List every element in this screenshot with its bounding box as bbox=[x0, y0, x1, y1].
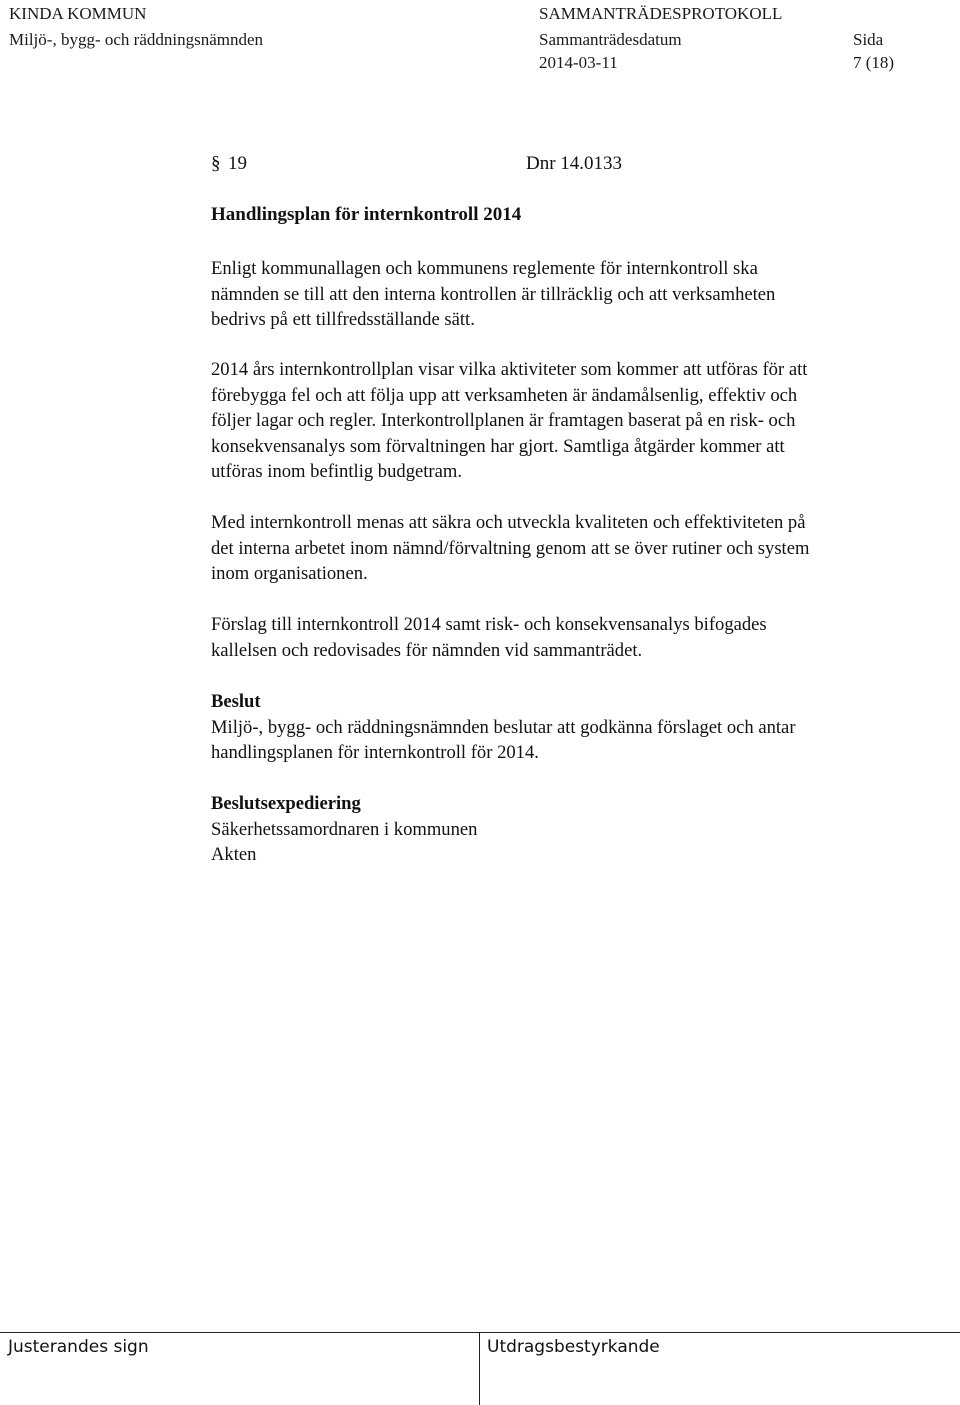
section-sign: § bbox=[211, 153, 221, 174]
paragraph-line: Med internkontroll menas att säkra och utveckla kvaliteten och effektiviteten på bbox=[211, 512, 806, 533]
paragraph-3 bbox=[211, 510, 911, 587]
paragraph-1 bbox=[211, 256, 911, 333]
page-number: 7 (18) bbox=[853, 53, 895, 72]
dispatch-recipient: Akten bbox=[211, 844, 257, 866]
paragraph-line: det interna arbetet inom nämnd/förvaltning genom att se över rutiner och system bbox=[211, 537, 810, 559]
paragraph-line: följer lagar och regler. Interkontrollplanen är framtagen baserat på en risk- och bbox=[211, 410, 796, 432]
decision-section bbox=[211, 689, 911, 766]
paragraph-line: inom organisationen. bbox=[211, 563, 368, 585]
paragraph-line: nämnden se till att den interna kontrollen är tillräcklig och att verksamheten bbox=[211, 283, 776, 305]
dispatch-recipient: Säkerhetssamordnaren i kommunen bbox=[211, 818, 478, 840]
signature-footer bbox=[0, 1332, 960, 1404]
diary-number: Dnr 14.0133 bbox=[526, 153, 623, 174]
document-type: SAMMANTRÄDESPROTOKOLL bbox=[539, 4, 783, 23]
section-number: 19 bbox=[228, 153, 247, 174]
paragraph-line: Enligt kommunallagen och kommunens reglemente för internkontroll ska bbox=[211, 258, 758, 279]
paragraph-line: konsekvensanalys som förvaltningen har gjort. Samtliga åtgärder kommer att bbox=[211, 435, 785, 457]
page-label: Sida bbox=[853, 30, 884, 49]
paragraph-line: utföras inom befintlig budgetram. bbox=[211, 461, 462, 483]
paragraph-2 bbox=[211, 357, 911, 485]
decision-heading: Beslut bbox=[211, 691, 261, 712]
meeting-date: 2014-03-11 bbox=[539, 53, 618, 72]
extract-certification-label: Utdragsbestyrkande bbox=[487, 1337, 660, 1357]
dispatch-section bbox=[211, 791, 911, 868]
paragraph-line: kallelsen och redovisades för nämnden vid sammanträdet. bbox=[211, 639, 643, 661]
paragraph-line: förebygga fel och att följa upp att verksamheten är ändamålsenlig, effektiv och bbox=[211, 384, 798, 406]
decision-line: Miljö-, bygg- och räddningsnämnden beslutar att godkänna förslaget och antar bbox=[211, 716, 796, 738]
footer-divider bbox=[479, 1333, 480, 1405]
decision-line: handlingsplanen för internkontroll för 2014. bbox=[211, 742, 539, 764]
item-title: Handlingsplan för internkontroll 2014 bbox=[211, 204, 522, 225]
paragraph-line: 2014 års internkontrollplan visar vilka aktiviteter som kommer att utföras för att bbox=[211, 359, 808, 380]
adjusters-signature-label: Justerandes sign bbox=[8, 1337, 149, 1357]
dispatch-heading: Beslutsexpediering bbox=[211, 793, 361, 814]
paragraph-4 bbox=[211, 612, 911, 663]
board-name: Miljö-, bygg- och räddningsnämnden bbox=[9, 30, 264, 49]
paragraph-line: Förslag till internkontroll 2014 samt risk- och konsekvensanalys bifogades bbox=[211, 614, 767, 635]
org-name: KINDA KOMMUN bbox=[9, 4, 147, 23]
meeting-date-label: Sammanträdesdatum bbox=[539, 30, 682, 49]
paragraph-line: bedrivs på ett tillfredsställande sätt. bbox=[211, 309, 475, 331]
